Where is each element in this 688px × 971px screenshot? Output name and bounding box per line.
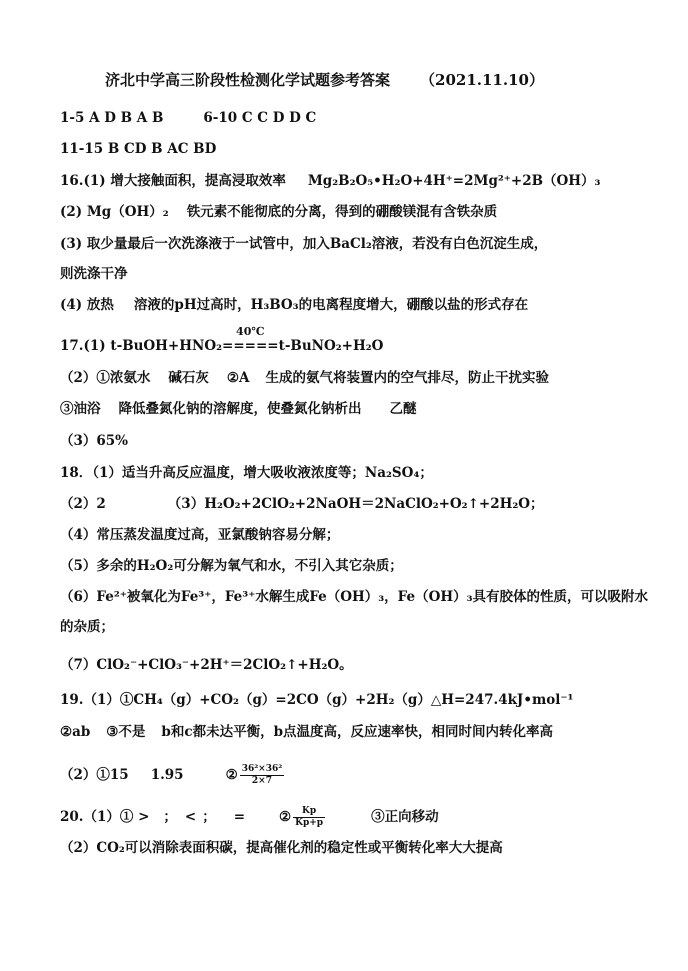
q16-2-answer: (2) Mg（OH）₂	[60, 204, 169, 220]
q17-part2-line1	[60, 368, 680, 388]
q20-fraction	[293, 806, 325, 829]
q16-4-answer: (4) 放热	[60, 297, 114, 313]
q17-2-d: 生成的氨气将装置内的空气排尽，防止干扰实验	[265, 370, 549, 386]
q18-3: （3）H₂O₂+2ClO₂+2NaOH＝2NaClO₂+O₂↑+2H₂O；	[167, 496, 544, 512]
q16-part3-line2: 则洗涤干净	[60, 266, 128, 282]
q19-part1-line2	[60, 722, 680, 742]
mc-6-10: 6-10 C C D D C	[203, 110, 317, 126]
q17-part2-line2	[60, 399, 680, 419]
q20-fraction-denominator: Kp+p	[295, 818, 324, 828]
q19-fraction-denominator: 2×7	[251, 776, 272, 786]
q17-2-e: ③油浴	[60, 401, 101, 417]
q20-1-g: ③正向移动	[371, 809, 439, 825]
q17-1-products: t-BuNO₂+H₂O	[278, 338, 384, 354]
q18-part1: 18．（1）适当升高反应温度，增大吸收液浓度等；Na₂SO₄；	[60, 465, 433, 481]
q20-1-c: <	[184, 809, 197, 825]
q19-part1: 19.（1）①CH₄（g）+CO₂（g）=2CO（g）+2H₂（g）△H=247.4kJ•mol⁻¹	[60, 692, 574, 708]
q19-3-c: ②	[225, 767, 238, 783]
q18-part6-line2: 的杂质；	[60, 619, 114, 635]
q17-part3: （3）65%	[60, 433, 129, 449]
reaction-arrow: =====	[222, 338, 279, 354]
q18-part5: （5）多余的H₂O₂可分解为氧气和水，不引入其它杂质；	[60, 558, 403, 574]
q20-part1	[60, 806, 680, 829]
q20-1-f: ②	[279, 809, 292, 825]
q19-part2	[60, 764, 680, 787]
q17-1-reactants: 17.(1) t-BuOH+HNO₂	[60, 338, 223, 354]
mc-1-5: 1-5 A D B A B	[60, 110, 164, 126]
q20-fraction-numerator: Kp	[293, 806, 325, 818]
q16-part3-line1: (3) 取少量最后一次洗涤液于一试管中，加入BaCl₂溶液，若没有白色沉淀生成，	[60, 236, 548, 252]
q17-2-b: 碱石灰	[168, 370, 209, 386]
q16-1-equation: Mg₂B₂O₅•H₂O+4H⁺=2Mg²⁺+2B（OH）₃	[307, 173, 601, 189]
q18-part7: （7）ClO₂⁻+ClO₃⁻+2H⁺＝2ClO₂↑+H₂O。	[60, 657, 353, 673]
q20-1-a: 20.（1）① >	[60, 809, 150, 825]
q18-part2-3	[60, 494, 680, 514]
q18-part4: （4）常压蒸发温度过高，亚氯酸钠容易分解；	[60, 527, 340, 543]
q17-2-a: （2）①浓氨水	[60, 370, 151, 386]
q18-part6-line1: （6）Fe²⁺被氧化为Fe³⁺，Fe³⁺水解生成Fe（OH）₃，Fe（OH）₃具有胶体的性质，可以吸附水	[60, 589, 649, 605]
q20-1-b: ；	[163, 809, 177, 825]
title-date: （2021.11.10）	[420, 71, 544, 89]
q17-2-g: 乙醚	[389, 401, 417, 417]
q16-1-text: 16.(1) 增大接触面积，提高浸取效率	[60, 173, 286, 189]
q19-2-a: ②ab	[60, 724, 91, 740]
q18-2: （2）2	[60, 496, 106, 512]
q16-part1	[60, 171, 680, 191]
mc-answers-2: 11-15 B CD B AC BD	[60, 141, 217, 157]
q19-3-a: （2）①15	[60, 767, 129, 783]
q20-part2: （2）CO₂可以消除表面积碳，提高催化剂的稳定性或平衡转化率大大提高	[60, 840, 503, 856]
q19-2-b: ③不是	[106, 724, 146, 740]
q17-part1	[60, 325, 680, 356]
mc-answers-1	[60, 108, 680, 128]
q19-2-c: b和c都未达平衡，b点温度高，反应速率快，相同时间内转化率高	[161, 724, 554, 740]
reaction-temperature: 40℃	[236, 325, 265, 338]
q16-part4	[60, 295, 680, 315]
title-text: 济北中学高三阶段性检测化学试题参考答案	[105, 71, 391, 89]
q16-4-reason: 溶液的pH过高时，H₃BO₃的电离程度增大，硼酸以盐的形式存在	[133, 297, 529, 313]
q19-fraction-numerator: 36²×36²	[241, 764, 283, 774]
q20-1-e: =	[233, 809, 246, 825]
reaction-condition	[222, 325, 279, 356]
q16-part2	[60, 202, 680, 222]
q17-2-c: ②A	[226, 370, 250, 386]
q20-1-d: ；	[202, 809, 216, 825]
q19-3-b: 1.95	[150, 767, 184, 783]
document-title	[105, 70, 688, 90]
q19-fraction	[240, 764, 284, 787]
q17-2-f: 降低叠氮化钠的溶解度，使叠氮化钠析出	[118, 401, 362, 417]
q16-2-reason: 铁元素不能彻底的分离，得到的硼酸镁混有含铁杂质	[186, 204, 498, 220]
